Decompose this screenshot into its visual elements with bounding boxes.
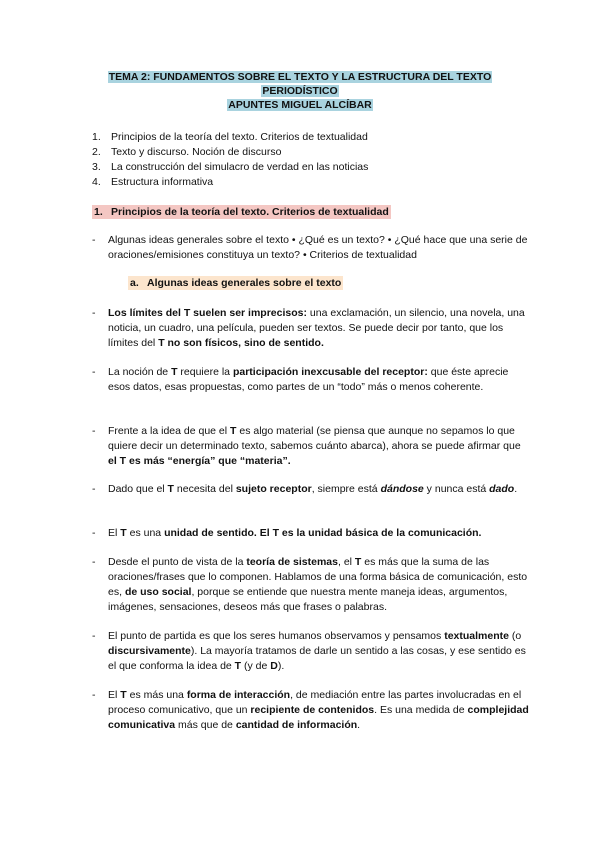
title-line-2: PERIODÍSTICO [262, 85, 338, 97]
list-item: - Los límites del T suelen ser imprecisos: una exclamación, un silencio, una novela, una noticia, un cuadro, una película, pueden ser textos. Se puede decir por tanto, que los límites del T no son físicos, sino de sentido. [92, 307, 525, 349]
list-item: - Desde el punto de vista de la teoría de sistemas, el T es más que la suma de las oraciones/frases que lo componen. Hablamos de una forma básica de comunicación, esto es, de uso social, porque se entiende que nuestra mente maneja ideas, argumentos, imágenes, sensaciones, deseos más que frases o palabras. [92, 556, 528, 613]
list-item: - El T es más una forma de interacción, de mediación entre las partes involucradas en el proceso comunicativo, que un recipiente de contenidos. Es una medida de complejidad comunicativa más que de cantidad de información. [92, 689, 529, 731]
toc-item: 3. La construcción del simulacro de verdad en las noticias [92, 161, 369, 173]
list-item: - Dado que el T necesita del sujeto receptor, siempre está dándose y nunca está dado. [92, 483, 518, 495]
section-heading: 1. Principios de la teoría del texto. Criterios de textualidad [94, 206, 389, 218]
subsection-heading: a. Algunas ideas generales sobre el texto [130, 277, 342, 289]
intro-bullet: - Algunas ideas generales sobre el texto • ¿Qué es un texto? • ¿Qué hace que una serie de oraciones/emisiones constituya un texto? • Criterios de textualidad [92, 234, 528, 261]
toc-item: 2. Texto y discurso. Noción de discurso [92, 146, 282, 158]
list-item: - Frente a la idea de que el T es algo material (se piensa que aunque no sepamos lo que quiere decir un determinado texto, sabemos cuánto abarca), ahora se puede afirmar que el T es más “energía” que “materia”. [92, 425, 521, 467]
author-line: APUNTES MIGUEL ALCÍBAR [228, 99, 372, 111]
toc-item: 1. Principios de la teoría del texto. Criterios de textualidad [92, 131, 368, 143]
table-of-contents [92, 130, 368, 190]
toc-item: 4. Estructura informativa [92, 176, 214, 188]
title-line-1: TEMA 2: FUNDAMENTOS SOBRE EL TEXTO Y LA ESTRUCTURA DEL TEXTO [108, 71, 492, 83]
list-item: - La noción de T requiere la participación inexcusable del receptor: que éste aprecie esos datos, esas propuestas, como partes de un “todo” más o menos coherente. [92, 366, 509, 393]
list-item: - El punto de partida es que los seres humanos observamos y pensamos textualmente (o discursivamente). La mayoría tratamos de darle un sentido a las cosas, y ese sentido es el que conforma la idea de T (y de D). [92, 630, 526, 672]
list-item: - El T es una unidad de sentido. El T es la unidad básica de la comunicación. [92, 527, 482, 539]
document-title [0, 70, 600, 112]
